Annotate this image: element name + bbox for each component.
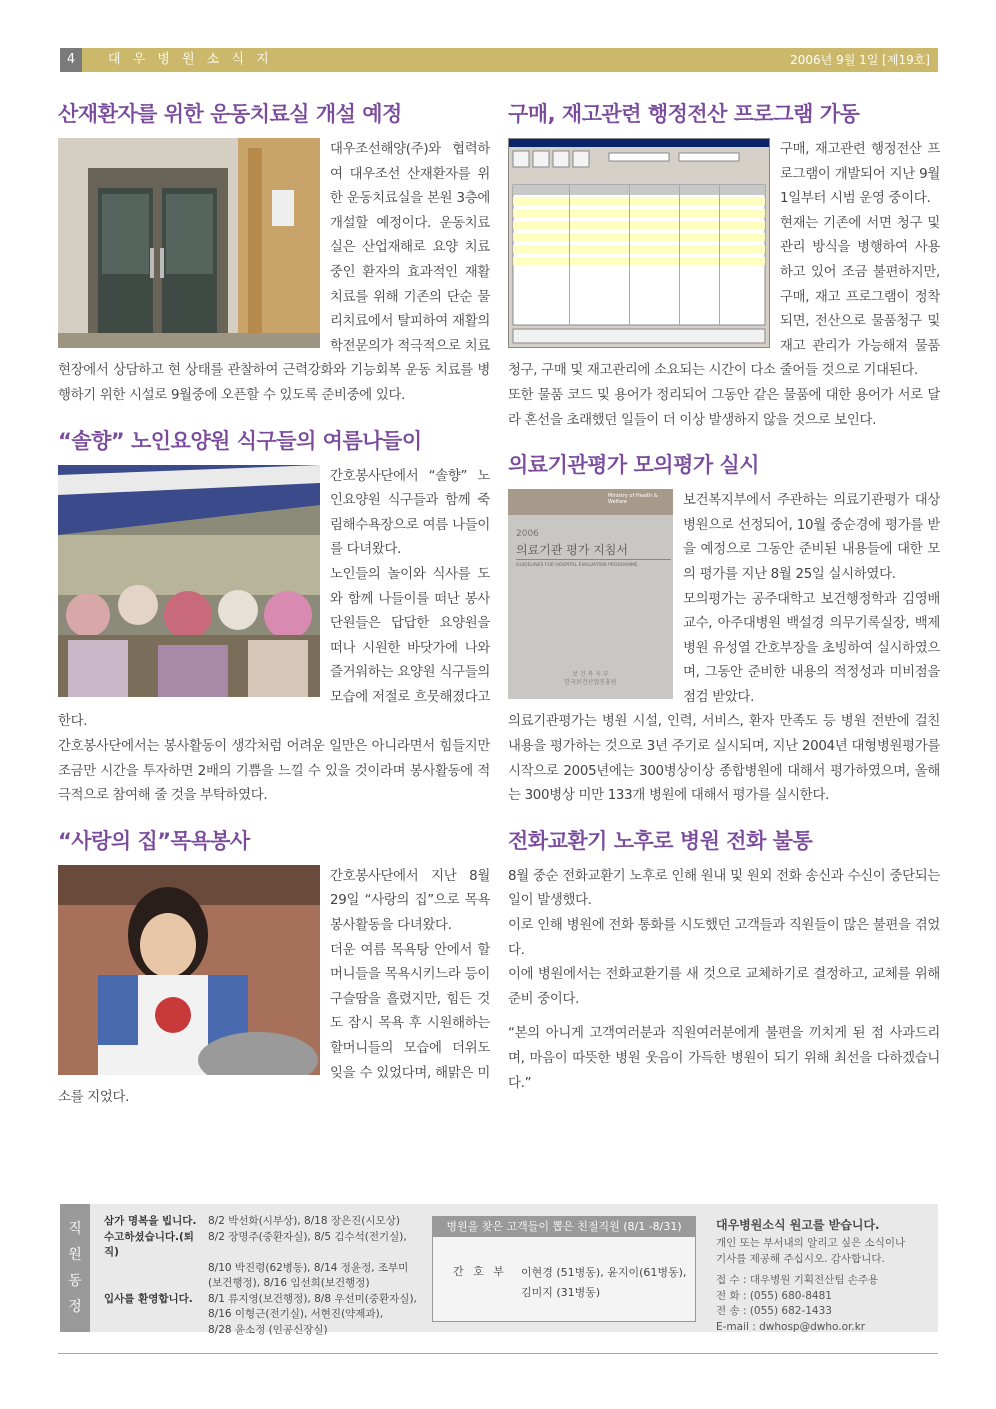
photo-bath xyxy=(58,865,320,1075)
article-title: “사랑의 집”목욕봉사 xyxy=(58,828,250,853)
article-body: 모의평가는 공주대학고 보건행정학과 김영배 교수, 아주대병원 백설경 의무기록실장, 백제병원 유성열 간호부장을 초빙하여 실시하였으며, 그동안 준비한 내용의 적정성과 미비점을 점검 받았다. xyxy=(683,591,940,705)
kind-staff-names: 이현경 (51병동), 윤지이(61병동), 김미지 (31병동) xyxy=(521,1266,687,1299)
list-item: 8/28 윤소정 (인공신장실) xyxy=(208,1323,328,1336)
article-bath xyxy=(58,827,490,1111)
article-body: 의료기관평가는 병원 시설, 인력, 서비스, 환자 만족도 등 병원 전반에 걸친 내용을 평가하는 것으로 3년 주기로 실시되며, 지난 2004년 대형병원평가를 시작으로 2005년에는 300병상이상 종합병원에 대해서 평가하였으며, 올해는 300병상 미만 133개 병원에 대해서 평가를 실시한다. xyxy=(508,714,940,804)
email-link[interactable]: E-mail : dwhosp@dwho.or.kr xyxy=(716,1320,866,1333)
article-evaluation xyxy=(508,451,940,809)
page-header xyxy=(60,48,938,72)
submission-line: 접 수 : 대우병원 기획전산팀 손주용 xyxy=(716,1274,879,1286)
book-title: 의료기관 평가 지침서 xyxy=(516,543,628,558)
photo-door xyxy=(58,138,320,348)
book-org1: 보 건 복 지 부 xyxy=(572,671,609,679)
article-rehab xyxy=(58,100,490,409)
newsletter-title: 대 우 병 원 소 식 지 xyxy=(108,52,273,67)
article-body: 간호봉사단에서는 봉사활동이 생각처럼 어려운 일만은 아니라면서 힘들지만 조금만 시간을 투자하면 2배의 기쁨을 느낄 수 있을 것이라며 봉사활동에 적극적으로 참여해 줄 것을 부탁하였다. xyxy=(58,739,490,804)
bottom-divider xyxy=(58,1353,938,1354)
article-body: 노인들의 놀이와 식사를 도와 함께 나들이를 떠난 봉사단원들은 답답한 요양원을 떠나 시원한 바닷가에 나와 즐거워하는 요양원 식구들의 모습에 저절로 흐뭇해졌다고 한다. xyxy=(58,566,490,730)
submission-line: 기사를 제공해 주십시오. 감사합니다. xyxy=(716,1252,885,1265)
list-item: 수고하셨습니다.(퇴직) 8/2 장명주(중환자실), 8/5 김수석(전기실), xyxy=(104,1230,407,1258)
article-body: 또한 물품 코드 및 용어가 정리되어 그동안 같은 물품에 대한 용어가 서로 달라 혼선을 초래했던 일들이 더 이상 발생하지 않을 것으로 보인다. xyxy=(508,387,940,428)
list-item: 삼가 명복을 빕니다. 8/2 박선화(시부상), 8/18 장은진(시모상) xyxy=(104,1215,400,1227)
staff-news-box xyxy=(60,1204,938,1336)
article-title: 산재환자를 위한 운동치료실 개설 예정 xyxy=(58,102,402,126)
screenshot-program xyxy=(508,138,770,348)
submission-line: 전 송 : (055) 682-1433 xyxy=(716,1305,832,1317)
photo-guidebook xyxy=(508,489,673,699)
article-title: 전화교환기 노후로 병원 전화 불통 xyxy=(508,828,813,853)
outing-photo-illustration xyxy=(58,465,320,697)
staff-news-list xyxy=(104,1214,434,1338)
submission-title: 대우병원소식 원고를 받습니다. xyxy=(716,1218,880,1232)
list-item: 8/16 이형근(전기실), 서현진(약제과), xyxy=(208,1308,384,1320)
right-column xyxy=(508,100,940,1114)
book-ministry: Ministry of Health & Welfare xyxy=(608,493,658,506)
list-item: 입사를 환영합니다. 8/1 류지영(보건행정), 8/8 우선미(중환자실), xyxy=(104,1292,417,1305)
article-title: 의료기관평가 모의평가 실시 xyxy=(508,453,760,478)
apology-quote: “본의 아니게 고객여러분과 직원여러분에게 불편을 끼치게 된 점 사과드리며, 마음이 따뜻한 병원 웃음이 가득한 병원이 되기 위해 최선을 다하겠습니다.” xyxy=(508,1026,940,1091)
page-number: 4 xyxy=(60,48,82,72)
left-column xyxy=(58,100,490,1129)
article-body: 간호봉사단에서 “솔향” 노인요양원 식구들과 함께 죽림해수욕장으로 여름 나들이를 다녀왔다. xyxy=(330,468,490,558)
list-item: (보건행정), 8/16 임선희(보건행정) xyxy=(208,1277,370,1289)
article-body: 이로 인해 병원에 전화 통화를 시도했던 고객들과 직원들이 많은 불편을 겪었다. xyxy=(508,918,940,958)
program-screenshot-illustration xyxy=(509,139,769,347)
article-body: 8월 중순 전화교환기 노후로 인해 원내 및 원외 전화 송신과 수신이 중단되는 일이 발생했다. xyxy=(508,868,940,909)
article-body: 보건복지부에서 주관하는 의료기관평가 대상병원으로 선정되어, 10월 중순경에 평가를 받을 예정으로 그동안 준비된 내용들에 대한 모의 평가를 지난 8월 25일 실시하였다. xyxy=(683,493,940,582)
issue-date: 2006년 9월 1일 [제19호] xyxy=(790,53,930,67)
book-subtitle: GUIDELINES FOR HOSPITAL EVALUATION PROGRAMME xyxy=(516,563,638,569)
book-rule xyxy=(516,559,671,560)
article-body: 구매, 재고관련 행정전산 프로그램이 개발되어 지난 9월 1일부터 시범 운영 중이다. xyxy=(780,142,940,207)
article-telephone xyxy=(508,827,940,1096)
kind-staff-department: 간 호 부 xyxy=(453,1265,507,1278)
article-body: 더운 여름 목욕탕 안에서 할머니들을 목욕시키느라 등이 구슬땀을 흘렸지만, 힘든 것도 잠시 목욕 후 시원해하는 할머니들의 모습에 더위도 잊을 수 있었다며, 해맑은 미소를 지었다. xyxy=(58,942,490,1106)
article-title: 구매, 재고관련 행정전산 프로그램 가동 xyxy=(508,102,860,126)
kind-staff-title: 병원을 찾은 고객들이 뽑은 친절직원 (8/1 -8/31) xyxy=(433,1217,695,1237)
article-body: 간호봉사단에서 지난 8월 29일 “사랑의 집”으로 목욕봉사활동을 다녀왔다. xyxy=(330,868,490,934)
article-body: 현재는 기존에 서면 청구 및 관리 방식을 병행하여 사용하고 있어 조금 불편하지만, 구매, 재고 프로그램이 정착되면, 전산으로 물품청구 및 재고 관리가 가능해져 물품 청구, 구매 및 재고관리에 소요되는 시간이 다소 줄어들 것으로 기대된다. xyxy=(508,215,940,379)
submission-line: 전 화 : (055) 680-8481 xyxy=(716,1289,832,1302)
submission-info xyxy=(716,1216,936,1335)
list-item: 8/10 박진령(62병동), 8/14 정윤정, 조부미 xyxy=(208,1261,409,1274)
book-year: 2006 xyxy=(516,529,539,540)
article-body: 대우조선해양(주)와 협력하여 대우조선 산재환자를 위한 운동치료실을 본원 3층에 개설할 예정이다. 운동치료실은 산업재해로 요양 치료중인 환자의 효과적인 재활치료를 위해 기존의 단순 물리치료에서 탈피하여 재활의학전문의가 적극적으로 치료현장에서 상담하고 현 상태를 관찰하여 근력강화와 기능회복 운동 치료를 병행하기 위한 시설로 9월중에 오픈할 수 있도록 준비중에 있다. xyxy=(58,142,490,403)
book-org2: 한국보건산업진흥원 xyxy=(564,679,617,687)
article-outing xyxy=(58,427,490,809)
bath-photo-illustration xyxy=(58,865,320,1075)
article-program xyxy=(508,100,940,433)
photo-outing xyxy=(58,465,320,697)
staff-news-label: 직 원 동 정 xyxy=(60,1204,90,1332)
submission-line: 개인 또는 부서내의 알리고 싶은 소식이나 xyxy=(716,1237,906,1249)
article-title: “솔향” 노인요양원 식구들의 여름나들이 xyxy=(58,428,422,453)
article-body: 이에 병원에서는 전화교환기를 새 것으로 교체하기로 결정하고, 교체를 위해 준비 중이다. xyxy=(508,967,940,1007)
kind-staff-box xyxy=(432,1216,696,1322)
door-photo-illustration xyxy=(58,138,320,348)
